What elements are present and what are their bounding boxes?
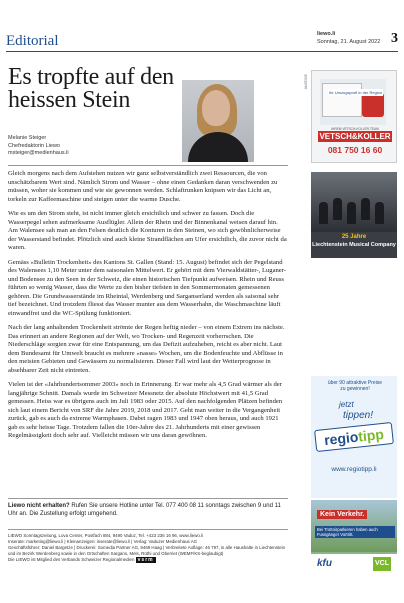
ad-prize-text: über 90 attraktive Preise zu gewinnen! — [327, 380, 383, 392]
ad-label: ANZEIGE — [304, 74, 308, 90]
imprint-line: LIEWO Sonntagszeitung, Lova Center, Postfach 884, 9490 Vaduz, Tel. +423 236 16 96, www.liewo.li — [8, 533, 203, 538]
paragraph: Wie es um den Strom steht, ist nicht immer gleich ersichtlich und schwer zu fassen. Doch die Wasserpegel sehen aufmerksame Ausflügler. Allein der Rhein und der Binnenkanal weisen darauf hin. Am Walensee sah man an den Felsen deutlich die Konturen in den Steinen, wo sich gewöhnlicherweise der Wasserstand befindet. Plötzlich sind auch kleine Strandflächen am Ufer ersichtlich, die zuvor nicht da waren. — [8, 210, 287, 251]
paper-name[interactable]: liewo.li — [317, 31, 336, 37]
performer-figure — [375, 202, 384, 224]
ad-headline: Kein Verkehr. — [317, 510, 367, 519]
author-email[interactable]: msteiger@medienhaus.li — [8, 150, 69, 156]
truck-cab — [362, 93, 384, 117]
delivery-notice — [8, 502, 288, 518]
ad-regiotipp[interactable] — [311, 376, 397, 498]
ad-sub: IHREM VETSCH-KOLLER-TEAM — [331, 127, 379, 131]
imprint-line: Geschäftsführer: Daniel Bargetze | Druckerei: Somedia Partner AG, 9469 Haag | Verbreitete Auflage: 46 797, in alle Haushalte in Liechtenstein und im Bezirk Werdenberg sowie in den Ortschaften Sargans, Mels, Rüthi und Oberriet (WEMF/KS-beglaubigt) — [8, 545, 286, 556]
ad-subline: Bei Trottoirparkieren haben auch Fussgänger Vortritt. — [315, 526, 395, 538]
ad-footer — [311, 554, 397, 576]
vcl-logo: VCL — [373, 557, 391, 571]
ad-headline: 25 Jahre — [341, 234, 367, 240]
ad-text: jetzt — [339, 400, 354, 409]
imprint-line: Inserate: marketing@liewo.li | Kleinanzeigen: inserate@liewo.li | Verlag: Vaduzer Medienhaus AG — [8, 539, 198, 544]
ad-tagline: Ihr Umzugsprofi in der Region — [329, 90, 383, 95]
stage-photo — [311, 172, 397, 232]
truck-icon — [320, 79, 386, 125]
paragraph: Nach der lang anhaltenden Trockenheit strömte der Regen heftig nieder – von einem Extrem ins nächste. Das erinnert an andere Regionen auf der Welt, wo Trocken- und Regenzeit vorherrschen. Die Niederschläge sorgten zwar für eine Entspannung, um das Defizit aufzuheben, reicht es aber nicht. Laut dem Bundesamt für Umwelt braucht es mehrere «nasse» Wochen, um die Bodenfeuchte und Abflüsse in den meisten Gebieten und Gewässern zu normalisieren. Dieser Fall wird laut der Wetterprognose in absehbarer Zeit nicht eintreten. — [8, 324, 285, 374]
divider — [8, 165, 288, 166]
divider — [8, 529, 288, 530]
ad-kfu[interactable] — [311, 500, 397, 576]
article-title: Es tropfte auf den heissen Stein — [8, 64, 174, 113]
divider — [8, 498, 288, 499]
author-name: Melanie Steiger — [8, 135, 47, 141]
page-header — [6, 30, 398, 52]
page-number: 3 — [391, 31, 398, 46]
ad-phone: 081 750 16 60 — [327, 145, 383, 155]
author-role: Chefredaktorin Liewo — [8, 142, 60, 149]
author-box — [8, 135, 69, 158]
paragraph: Gemäss «Bulletin Trockenheit» des Kantons St. Gallen (Stand: 15. August) befindet sich der Pegelstand des Walensees 1,10 Meter unter dem saisonalen Mittelwert. Er gehört mit dem Vierwaldstätter-, Luganer- und Bodensee zu den Seen in der Schweiz, die einen historischen Tiefpunkt aufweisen. Rhein und Reuss führten so wenig Wasser, dass die Werte zu den bisher tiefsten in den Sommermonaten gemessenen gehören. Die Grundwasserstände im Rheintal, Werdenberg und Sarganserland werden als saisonal sehr tief bezeichnet. Und trotzdem fliesst das Wasser munter aus dem Wasserhahn, die Waschmaschine läuft einwandfrei und die WC-Spülung funktioniert. — [8, 258, 286, 317]
ad-subline: Liechtenstein Musical Company — [312, 242, 396, 248]
notice-text: Rufen Sie unsere Hotline unter Tel. 077 400 08 11 sonntags zwischen 9 und 11 Uhr an. Die Zustellung erfolgt umgehend. — [8, 503, 281, 517]
photo-body — [188, 132, 248, 162]
kfu-logo: kfu — [317, 558, 332, 569]
issue-date: Sonntag, 21. August 2022 — [317, 39, 381, 45]
performer-figure — [361, 198, 370, 220]
regiotipp-logo: regiotipp — [314, 422, 394, 452]
section-title: Editorial — [6, 33, 59, 49]
ad-text: tippen! — [343, 410, 374, 421]
imprint-line: Die LIEWO ist Mitglied des Verbands Schweizer Regionalmedien — [8, 557, 135, 562]
paragraph: Vielen ist der «Jahrhundertsommer 2003» noch in Erinnerung. Er war mehr als 4,5 Grad wärmer als der langjährige Schnitt. Damals wurde im Schweizer Messnetz der absolute Höchstwert mit 41,5 Grad gemessen. Heiss war es übrigens auch im Juli 1983 oder 2015. Auf den nachfolgenden Plätzen befinden sich laut einem Bericht von SRF die Jahre 2019, 2018 und 2017. Geht man weiter in die Vergangenheit zurück, gab es auch da extreme Warmphasen. Dabei ragen 1983 und 1947 oben heraus, und auch 1921 gab es sehr heisse Tage. Trotzdem fallen die 10er-Jahre des 21. Jahrhunderts mit einer gewissen Regelmässigkeit doch sehr auf. Vielleicht müssen wir uns daran gewöhnen. — [8, 381, 283, 439]
ad-brand: VETSCH&KOLLER — [319, 132, 391, 141]
ad-url[interactable]: www.regiotipp.li — [331, 466, 377, 473]
vsrm-logo: vsrm — [137, 557, 154, 563]
performer-figure — [347, 202, 356, 224]
performer-figure — [319, 202, 328, 224]
imprint — [8, 533, 288, 563]
photo-face — [202, 90, 230, 126]
ad-musical-company[interactable] — [311, 172, 397, 258]
article-body — [8, 170, 288, 447]
paragraph: Gleich morgens nach dem Aufstehen nutzen wir ganz selbstverständlich zwei Ressourcen, die von unschätzbarem Wert sind. Nämlich Strom und Wasser – ohne einen Gedanken daran verschwenden zu müssen, woher sie kommen und wie sie gewonnen werden. Schlaftrunken knipsen wir das Licht an, torkeln zur Kaffeemaschine und steigen unter die warme Dusche. — [8, 170, 278, 203]
imprint-membership — [8, 557, 288, 563]
performer-figure — [333, 198, 342, 220]
author-photo — [182, 80, 254, 162]
notice-heading: Liewo nicht erhalten? — [8, 503, 70, 509]
ad-vetsch-koller[interactable] — [311, 70, 397, 163]
